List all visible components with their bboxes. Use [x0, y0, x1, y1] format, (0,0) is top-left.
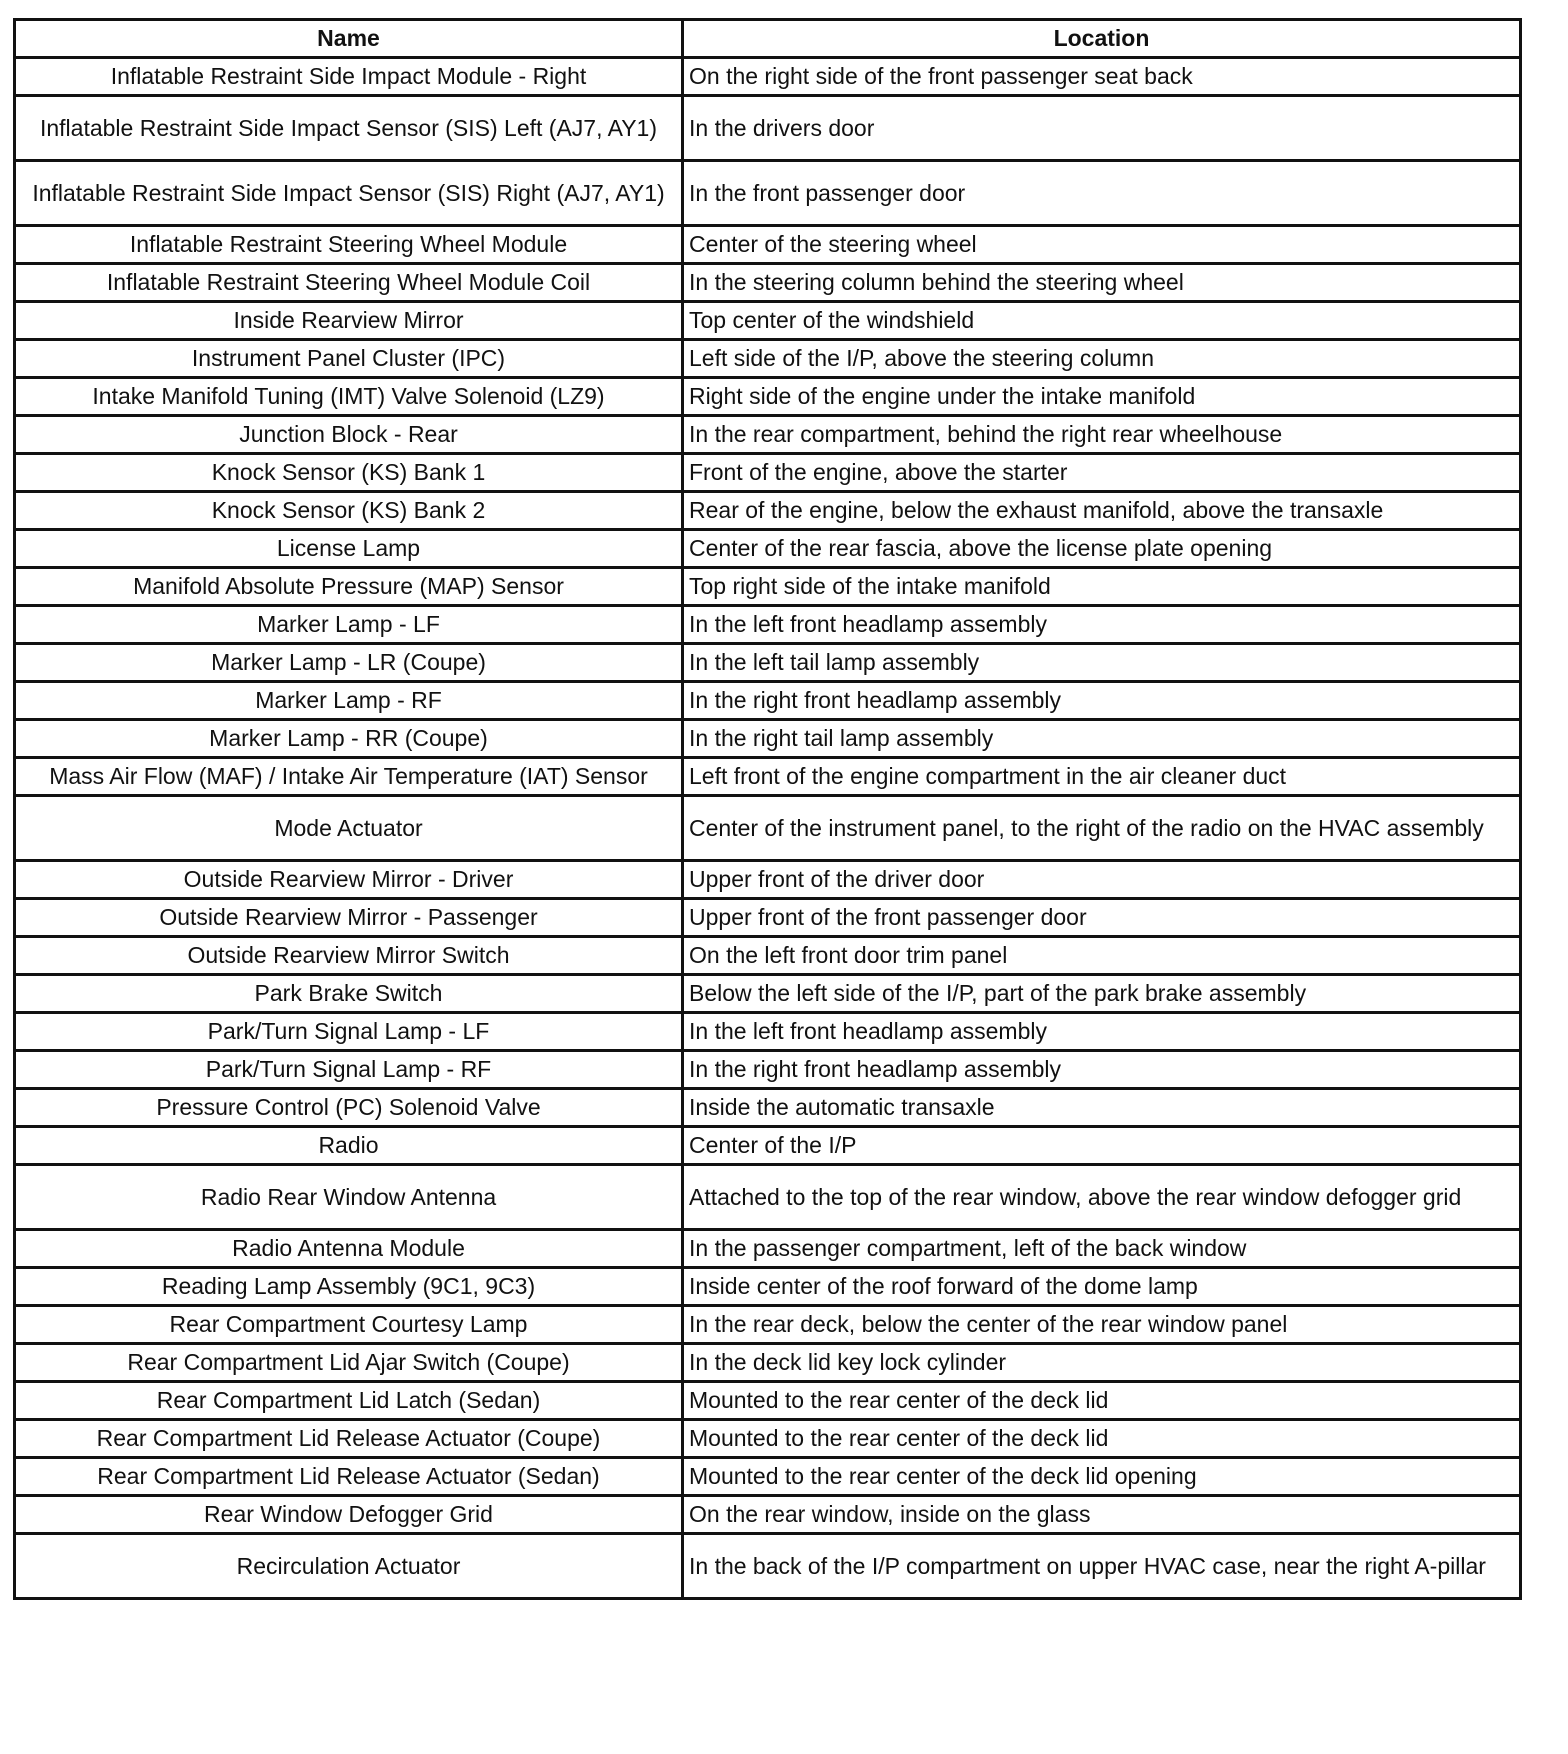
cell-name: Marker Lamp - RR (Coupe)	[15, 720, 683, 758]
cell-name: Mass Air Flow (MAF) / Intake Air Temperature (IAT) Sensor	[15, 758, 683, 796]
table-row	[15, 302, 1521, 340]
table-row	[15, 644, 1521, 682]
cell-name: License Lamp	[15, 530, 683, 568]
cell-location: In the right front headlamp assembly	[683, 682, 1521, 720]
cell-name: Park/Turn Signal Lamp - LF	[15, 1013, 683, 1051]
cell-location: Right side of the engine under the intake manifold	[683, 378, 1521, 416]
cell-name: Manifold Absolute Pressure (MAP) Sensor	[15, 568, 683, 606]
cell-name: Inflatable Restraint Side Impact Sensor (SIS) Left (AJ7, AY1)	[15, 96, 683, 161]
table-body	[15, 58, 1521, 1599]
cell-name: Outside Rearview Mirror - Passenger	[15, 899, 683, 937]
cell-location: Inside center of the roof forward of the dome lamp	[683, 1268, 1521, 1306]
cell-name: Mode Actuator	[15, 796, 683, 861]
cell-name: Park/Turn Signal Lamp - RF	[15, 1051, 683, 1089]
cell-location: Rear of the engine, below the exhaust manifold, above the transaxle	[683, 492, 1521, 530]
table-row	[15, 96, 1521, 161]
table-row	[15, 1268, 1521, 1306]
cell-name: Inflatable Restraint Steering Wheel Module Coil	[15, 264, 683, 302]
column-header-name: Name	[15, 20, 683, 58]
table-row	[15, 568, 1521, 606]
cell-location: In the left front headlamp assembly	[683, 606, 1521, 644]
cell-name: Reading Lamp Assembly (9C1, 9C3)	[15, 1268, 683, 1306]
table-row	[15, 937, 1521, 975]
table-row	[15, 606, 1521, 644]
cell-name: Rear Compartment Lid Release Actuator (Sedan)	[15, 1458, 683, 1496]
cell-name: Rear Window Defogger Grid	[15, 1496, 683, 1534]
table-row	[15, 1013, 1521, 1051]
table-row	[15, 861, 1521, 899]
cell-location: In the back of the I/P compartment on upper HVAC case, near the right A-pillar	[683, 1534, 1521, 1599]
cell-location: In the left tail lamp assembly	[683, 644, 1521, 682]
cell-location: On the rear window, inside on the glass	[683, 1496, 1521, 1534]
cell-location: In the drivers door	[683, 96, 1521, 161]
cell-location: Attached to the top of the rear window, above the rear window defogger grid	[683, 1165, 1521, 1230]
cell-name: Marker Lamp - LR (Coupe)	[15, 644, 683, 682]
table-row	[15, 226, 1521, 264]
table-row	[15, 1344, 1521, 1382]
cell-location: Below the left side of the I/P, part of the park brake assembly	[683, 975, 1521, 1013]
table-row	[15, 58, 1521, 96]
table-row	[15, 720, 1521, 758]
cell-location: On the right side of the front passenger seat back	[683, 58, 1521, 96]
cell-location: Mounted to the rear center of the deck lid	[683, 1382, 1521, 1420]
cell-location: Center of the rear fascia, above the license plate opening	[683, 530, 1521, 568]
cell-location: Left front of the engine compartment in the air cleaner duct	[683, 758, 1521, 796]
table-row	[15, 1051, 1521, 1089]
cell-location: In the deck lid key lock cylinder	[683, 1344, 1521, 1382]
table-row	[15, 378, 1521, 416]
cell-name: Marker Lamp - LF	[15, 606, 683, 644]
cell-location: Top right side of the intake manifold	[683, 568, 1521, 606]
table-row	[15, 492, 1521, 530]
cell-location: In the passenger compartment, left of the back window	[683, 1230, 1521, 1268]
table-row	[15, 416, 1521, 454]
cell-location: Inside the automatic transaxle	[683, 1089, 1521, 1127]
table-row	[15, 1127, 1521, 1165]
cell-location: Mounted to the rear center of the deck lid opening	[683, 1458, 1521, 1496]
column-header-location: Location	[683, 20, 1521, 58]
table-row	[15, 1458, 1521, 1496]
table-row	[15, 1534, 1521, 1599]
cell-name: Inside Rearview Mirror	[15, 302, 683, 340]
cell-name: Rear Compartment Lid Release Actuator (Coupe)	[15, 1420, 683, 1458]
cell-name: Intake Manifold Tuning (IMT) Valve Solenoid (LZ9)	[15, 378, 683, 416]
cell-name: Recirculation Actuator	[15, 1534, 683, 1599]
table-row	[15, 758, 1521, 796]
cell-location: In the steering column behind the steering wheel	[683, 264, 1521, 302]
cell-name: Rear Compartment Courtesy Lamp	[15, 1306, 683, 1344]
table-row	[15, 1089, 1521, 1127]
cell-location: Mounted to the rear center of the deck lid	[683, 1420, 1521, 1458]
table-row	[15, 682, 1521, 720]
table-row	[15, 264, 1521, 302]
cell-name: Radio	[15, 1127, 683, 1165]
table-row	[15, 899, 1521, 937]
cell-location: In the front passenger door	[683, 161, 1521, 226]
cell-name: Pressure Control (PC) Solenoid Valve	[15, 1089, 683, 1127]
cell-name: Outside Rearview Mirror Switch	[15, 937, 683, 975]
table-row	[15, 1382, 1521, 1420]
cell-location: In the rear compartment, behind the right rear wheelhouse	[683, 416, 1521, 454]
table-row	[15, 161, 1521, 226]
cell-location: In the left front headlamp assembly	[683, 1013, 1521, 1051]
cell-location: Upper front of the driver door	[683, 861, 1521, 899]
table-header-row	[15, 20, 1521, 58]
table-row	[15, 340, 1521, 378]
cell-location: Center of the instrument panel, to the right of the radio on the HVAC assembly	[683, 796, 1521, 861]
cell-name: Inflatable Restraint Side Impact Sensor (SIS) Right (AJ7, AY1)	[15, 161, 683, 226]
cell-name: Inflatable Restraint Steering Wheel Module	[15, 226, 683, 264]
cell-name: Inflatable Restraint Side Impact Module - Right	[15, 58, 683, 96]
cell-location: Front of the engine, above the starter	[683, 454, 1521, 492]
cell-name: Rear Compartment Lid Latch (Sedan)	[15, 1382, 683, 1420]
table-row	[15, 1306, 1521, 1344]
cell-location: In the rear deck, below the center of the rear window panel	[683, 1306, 1521, 1344]
cell-name: Park Brake Switch	[15, 975, 683, 1013]
table-row	[15, 975, 1521, 1013]
cell-location: Left side of the I/P, above the steering column	[683, 340, 1521, 378]
cell-name: Knock Sensor (KS) Bank 2	[15, 492, 683, 530]
cell-name: Radio Antenna Module	[15, 1230, 683, 1268]
cell-location: Center of the I/P	[683, 1127, 1521, 1165]
cell-name: Instrument Panel Cluster (IPC)	[15, 340, 683, 378]
cell-location: Top center of the windshield	[683, 302, 1521, 340]
cell-name: Marker Lamp - RF	[15, 682, 683, 720]
cell-name: Outside Rearview Mirror - Driver	[15, 861, 683, 899]
cell-location: In the right front headlamp assembly	[683, 1051, 1521, 1089]
table-row	[15, 530, 1521, 568]
cell-location: Center of the steering wheel	[683, 226, 1521, 264]
cell-location: In the right tail lamp assembly	[683, 720, 1521, 758]
table-row	[15, 454, 1521, 492]
table-row	[15, 1165, 1521, 1230]
cell-name: Junction Block - Rear	[15, 416, 683, 454]
table-row	[15, 1420, 1521, 1458]
cell-name: Knock Sensor (KS) Bank 1	[15, 454, 683, 492]
table-row	[15, 796, 1521, 861]
cell-name: Radio Rear Window Antenna	[15, 1165, 683, 1230]
cell-location: Upper front of the front passenger door	[683, 899, 1521, 937]
cell-location: On the left front door trim panel	[683, 937, 1521, 975]
cell-name: Rear Compartment Lid Ajar Switch (Coupe)	[15, 1344, 683, 1382]
component-location-table-wrapper	[13, 18, 1519, 1600]
table-row	[15, 1496, 1521, 1534]
component-location-table	[13, 18, 1522, 1600]
table-row	[15, 1230, 1521, 1268]
